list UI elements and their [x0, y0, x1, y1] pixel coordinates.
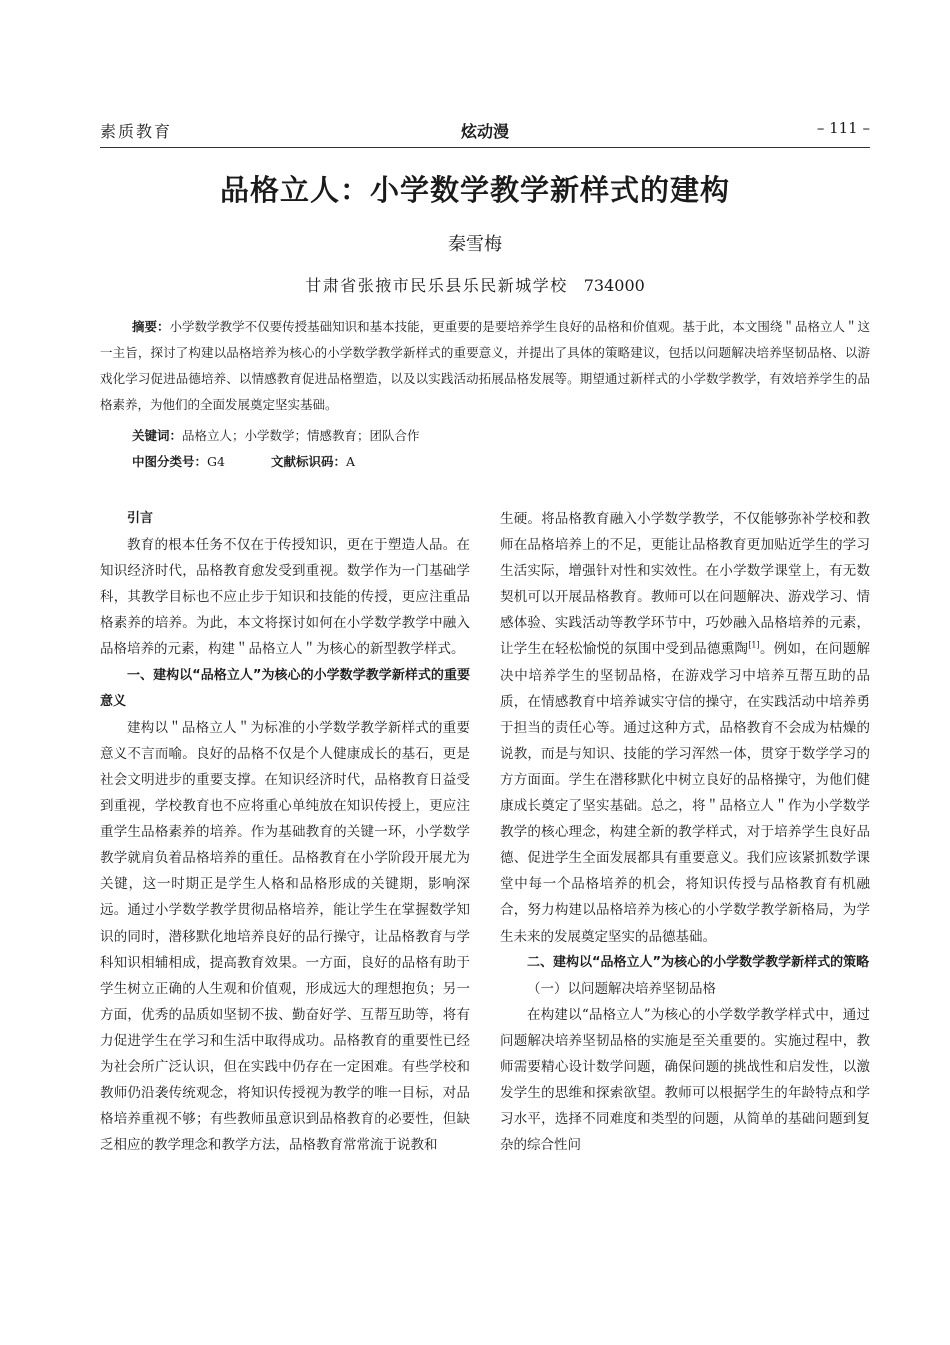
affiliation-name: 甘肃省张掖市民乐县乐民新城学校 — [305, 276, 568, 295]
subsection-1-paragraph: 在构建以“品格立人”为核心的小学数学教学样式中，通过问题解决培养坚韧品格的实施是至关重要的。实施过程中，教师需要精心设计数学问题，确保问题的挑战性和启发性，以激发学生的思维和探索欲望。教师可以根据学生的年龄特点和学习水平，选择不同难度和类型的问题，从简单的基础问题到复杂的综合性问 — [500, 1006, 870, 1154]
clc-value: G4 — [207, 454, 225, 469]
doc-code-value: A — [345, 454, 356, 469]
running-header — [100, 119, 870, 148]
continued-text-part-2: 。例如，在问题解决中培养学生的坚韧品格，在游戏学习中培养互帮互助的品质，在情感教育中培养诚实守信的操守，在实践活动中培养勇于担当的责任心等。通过这种方式，品格教育不会成为枯燥的说教，而是与知识、技能的学习浑然一体，贯穿于数学学习的方方面面。学生在潜移默化中树立良好的品格操守，为他们健康成长奠定了坚实基础。总之，将＂品格立人＂作为小学数学教学的核心理念，构建全新的教学样式，对于培养学生良好品德、促进学生全面发展都具有重要意义。我们应该紧抓数学课堂中每一个品格培养的机会，将知识传授与品格教育有机融合，努力构建以品格培养为核心的小学数学教学新格局，为学生未来的发展奠定坚实的品德基础。 — [500, 641, 871, 945]
abstract-label: 摘要： — [132, 319, 170, 334]
author-affiliation — [0, 273, 950, 296]
page-number: – 111 – — [816, 119, 870, 137]
abstract — [100, 314, 870, 418]
journal-section: 素质教育 — [100, 122, 173, 141]
intro-heading: 引言 — [127, 511, 154, 526]
journal-name: 炫动漫 — [460, 122, 509, 141]
subsection-1-heading: （一）以问题解决培养坚韧品格 — [527, 980, 716, 997]
continued-paragraph — [500, 506, 870, 950]
postcode: 734000 — [583, 276, 645, 295]
left-column — [100, 506, 470, 1158]
article-title: 品格立人：小学数学教学新样式的建构 — [219, 173, 730, 207]
section-1-paragraph: 建构以＂品格立人＂为标准的小学数学教学新样式的重要意义不言而喻。良好的品格不仅是个人健康成长的基石，更是社会文明进步的重要支撑。在知识经济时代，品格教育日益受到重视，学校教育也不应将重心单纯放在知识传授上，更应注重学生品格素养的培养。作为基础教育的关键一环，小学数学教学就肩负着品格培养的重任。品格教育在小学阶段开展尤为关键，这一时期正是学生人格和品格形成的关键期，影响深远。通过小学数学教学贯彻品格培养，能让学生在掌握数学知识的同时，潜移默化地培养良好的品行操守，让品格教育与学科知识相辅相成，提高教育效果。一方面，良好的品格有助于学生树立正确的人生观和价值观，形成远大的理想抱负；另一方面，优秀的品质如坚韧不拔、勤奋好学、互帮互助等，将有力促进学生在学习和生活中取得成功。品格教育的重要性已经为社会所广泛认识，但在实践中仍存在一定困难。有些学校和教师仍沿袭传统观念，将知识传授视为教学的唯一目标，对品格培养重视不够；有些教师虽意识到品格教育的必要性，但缺乏相应的教学理念和教学方法，品格教育常常流于说教和 — [100, 719, 470, 1154]
abstract-text: 小学数学教学不仅要传授基础知识和基本技能，更重要的是要培养学生良好的品格和价值观。基于此，本文围绕＂品格立人＂这一主旨，探讨了构建以品格培养为核心的小学数学教学新样式的重要意义，并提出了具体的策略建议，包括以问题解决培养坚韧品格、以游戏化学习促进品德培养、以情感教育促进品格塑造，以及以实践活动拓展品格发展等。期望通过新样式的小学数学教学，有效培养学生的品格素养，为他们的全面发展奠定坚实基础。 — [100, 319, 870, 412]
clc-label: 中图分类号： — [132, 454, 208, 469]
keywords-text: 品格立人；小学数学；情感教育；团队合作 — [182, 428, 420, 443]
continued-text-part-1: 生硬。将品格教育融入小学数学教学，不仅能够弥补学校和教师在品格培养上的不足，更能让品格教育更加贴近学生的学习生活实际，增强针对性和实效性。在小学数学课堂上，有无数契机可以开展品格教育。教师可以在问题解决、游戏学习、情感体验、实践活动等教学环节中，巧妙融入品格培养的元素，让学生在轻松愉悦的氛围中受到品德熏陶 — [500, 511, 870, 658]
intro-paragraph: 教育的根本任务不仅在于传授知识，更在于塑造人品。在知识经济时代，品格教育愈发受到重视。数学作为一门基础学科，其教学目标也不应止步于知识和技能的传授，更应注重品格素养的培养。为此，本文将探讨如何在小学数学教学中融入品格培养的元素，构建＂品格立人＂为核心的新型教学样式。 — [100, 537, 470, 658]
author-name: 秦雪梅 — [448, 234, 502, 255]
classification-line — [100, 449, 870, 475]
right-column — [500, 506, 870, 1158]
keywords-label: 关键词： — [132, 428, 183, 443]
section-2-heading: 二、建构以“品格立人”为核心的小学数学教学新样式的策略 — [527, 954, 870, 970]
section-1-heading: 一、建构以“品格立人”为核心的小学数学教学新样式的重要意义 — [100, 667, 470, 709]
citation-marker: [1] — [748, 640, 760, 650]
keywords — [100, 423, 870, 449]
doc-code-label: 文献标识码： — [270, 454, 346, 469]
